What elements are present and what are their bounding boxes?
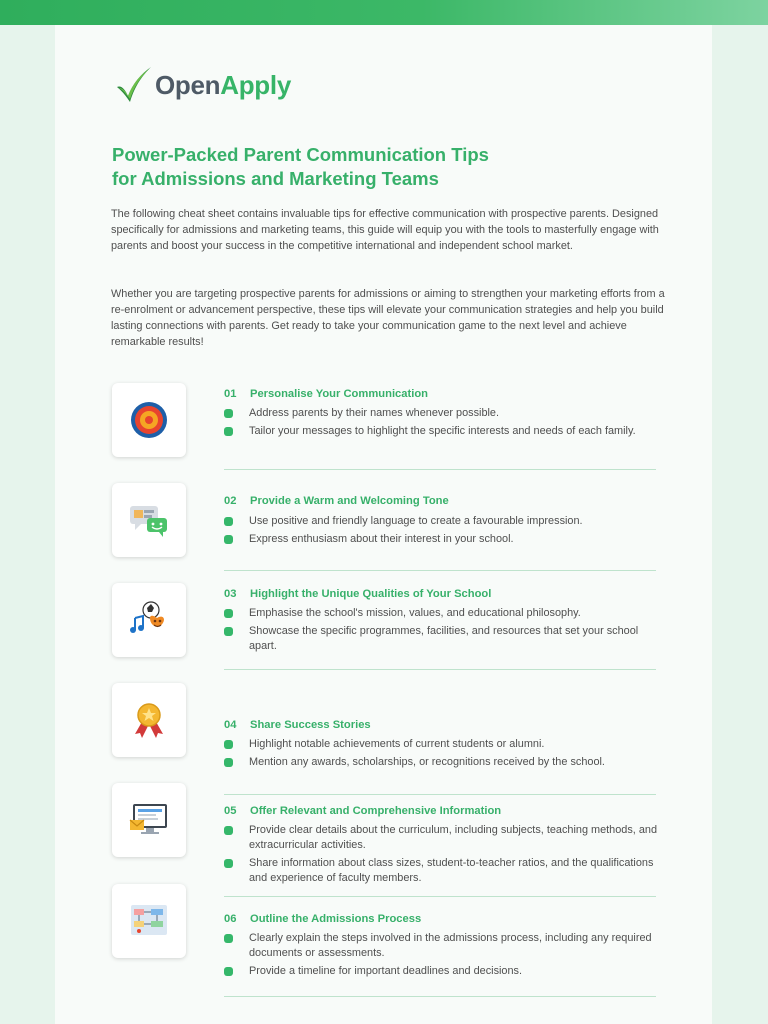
tip-number: 04: [224, 719, 237, 731]
document-page: [55, 25, 712, 1024]
tip-bullet: [224, 931, 664, 961]
tip-icon-card: [112, 583, 186, 657]
title-line-2: for Admissions and Marketing Teams: [112, 168, 439, 189]
arts-sports-icon: [129, 600, 169, 640]
tip-number: 03: [224, 588, 237, 600]
tip-icon-card: [112, 884, 186, 958]
bullet-text: Use positive and friendly language to create a favourable impression.: [249, 515, 583, 527]
brand-name-part1: Open: [155, 70, 221, 100]
bullet-text: Express enthusiasm about their interest in your school.: [249, 533, 514, 545]
bullet-icon: [224, 934, 233, 943]
brand-name: [155, 70, 291, 101]
top-accent-bar: [0, 0, 768, 25]
bullet-text: Address parents by their names whenever possible.: [249, 407, 500, 419]
bullet-text: Emphasise the school's mission, values, and educational philosophy.: [249, 607, 581, 619]
chat-bubbles-icon: [129, 500, 169, 540]
tip-heading: [224, 805, 501, 817]
bullet-text: Highlight notable achievements of current students or alumni.: [249, 738, 545, 750]
tip-bullet: [224, 514, 664, 529]
tip-title: Share Success Stories: [250, 719, 371, 731]
bullet-text: Mention any awards, scholarships, or recognitions received by the school.: [249, 756, 605, 768]
tip-bullet: [224, 737, 664, 752]
tip-title: Offer Relevant and Comprehensive Information: [250, 805, 502, 817]
tip-bullet: [224, 532, 664, 547]
tip-bullet: [224, 424, 664, 439]
tip-number: 02: [224, 495, 237, 507]
bullet-text: Provide clear details about the curriculum, including subjects, teaching methods, and extracurricular activities.: [249, 824, 658, 851]
tip-title: Provide a Warm and Welcoming Tone: [250, 495, 449, 507]
tip-heading: [224, 495, 449, 507]
bullet-icon: [224, 517, 233, 526]
tip-bullet-list: [224, 606, 664, 657]
intro-paragraph-2: Whether you are targeting prospective parents for admissions or aiming to strengthen your marketing efforts from a re-enrolment or advancement perspective, these tips will elevate your communication strategies and help you build lasting connections with parents. Get ready to take your communication game to the next level and achieve remarkable results!: [111, 288, 665, 348]
tip-heading: [224, 588, 491, 600]
tip-bullet: [224, 406, 664, 421]
tip-divider: [224, 669, 656, 670]
tip-heading: [224, 913, 421, 925]
flowchart-icon: [129, 901, 169, 941]
tip-divider: [224, 570, 656, 571]
tip-bullet-list: [224, 737, 664, 773]
tip-title: Highlight the Unique Qualities of Your School: [250, 588, 492, 600]
tip-bullet: [224, 755, 664, 770]
tip-number: 01: [224, 388, 237, 400]
target-icon: [129, 400, 169, 440]
bullet-text: Provide a timeline for important deadlines and decisions.: [249, 965, 523, 977]
tip-icon-card: [112, 483, 186, 557]
tip-icon-card: [112, 683, 186, 757]
bullet-icon: [224, 967, 233, 976]
tip-title: Personalise Your Communication: [250, 388, 429, 400]
brand-name-part2: Apply: [220, 70, 291, 100]
document-title: [112, 143, 672, 191]
tip-bullet: [224, 606, 664, 621]
tip-divider: [224, 896, 656, 897]
bullet-icon: [224, 409, 233, 418]
tip-bullet: [224, 964, 664, 979]
bullet-icon: [224, 427, 233, 436]
tip-heading: [224, 719, 371, 731]
tip-number: 06: [224, 913, 237, 925]
tip-bullet-list: [224, 823, 664, 889]
bullet-icon: [224, 859, 233, 868]
bullet-text: Share information about class sizes, student-to-teacher ratios, and the qualifications and experience of faculty members.: [249, 857, 654, 884]
tip-bullet: [224, 823, 664, 853]
monitor-mail-icon: [129, 800, 169, 840]
tip-icon-card: [112, 783, 186, 857]
bullet-icon: [224, 609, 233, 618]
tip-heading: [224, 388, 428, 400]
tip-divider: [224, 794, 656, 795]
tip-divider: [224, 996, 656, 997]
bullet-icon: [224, 535, 233, 544]
medal-icon: [129, 700, 169, 740]
title-line-1: Power-Packed Parent Communication Tips: [112, 144, 489, 165]
tip-icon-card: [112, 383, 186, 457]
tip-title: Outline the Admissions Process: [250, 913, 422, 925]
tip-bullet-list: [224, 406, 664, 442]
tip-bullet: [224, 624, 664, 654]
leaf-check-icon: [113, 65, 153, 105]
openapply-logo: [113, 65, 313, 105]
tip-divider: [224, 469, 656, 470]
bullet-icon: [224, 758, 233, 767]
bullet-text: Clearly explain the steps involved in the admissions process, including any required documents or assessments.: [249, 932, 652, 959]
tip-bullet-list: [224, 931, 664, 982]
tip-number: 05: [224, 805, 237, 817]
intro-paragraph-1: The following cheat sheet contains invaluable tips for effective communication with prospective parents. Designed specifically for admissions and marketing teams, this guide will equip you with the tools to masterfully engage with parents and boost your success in the competitive international and independent school market.: [111, 208, 659, 252]
bullet-icon: [224, 826, 233, 835]
tip-bullet-list: [224, 514, 664, 550]
bullet-icon: [224, 740, 233, 749]
bullet-icon: [224, 627, 233, 636]
tip-bullet: [224, 856, 664, 886]
bullet-text: Showcase the specific programmes, facilities, and resources that set your school apart.: [249, 625, 639, 652]
bullet-text: Tailor your messages to highlight the specific interests and needs of each family.: [249, 425, 636, 437]
